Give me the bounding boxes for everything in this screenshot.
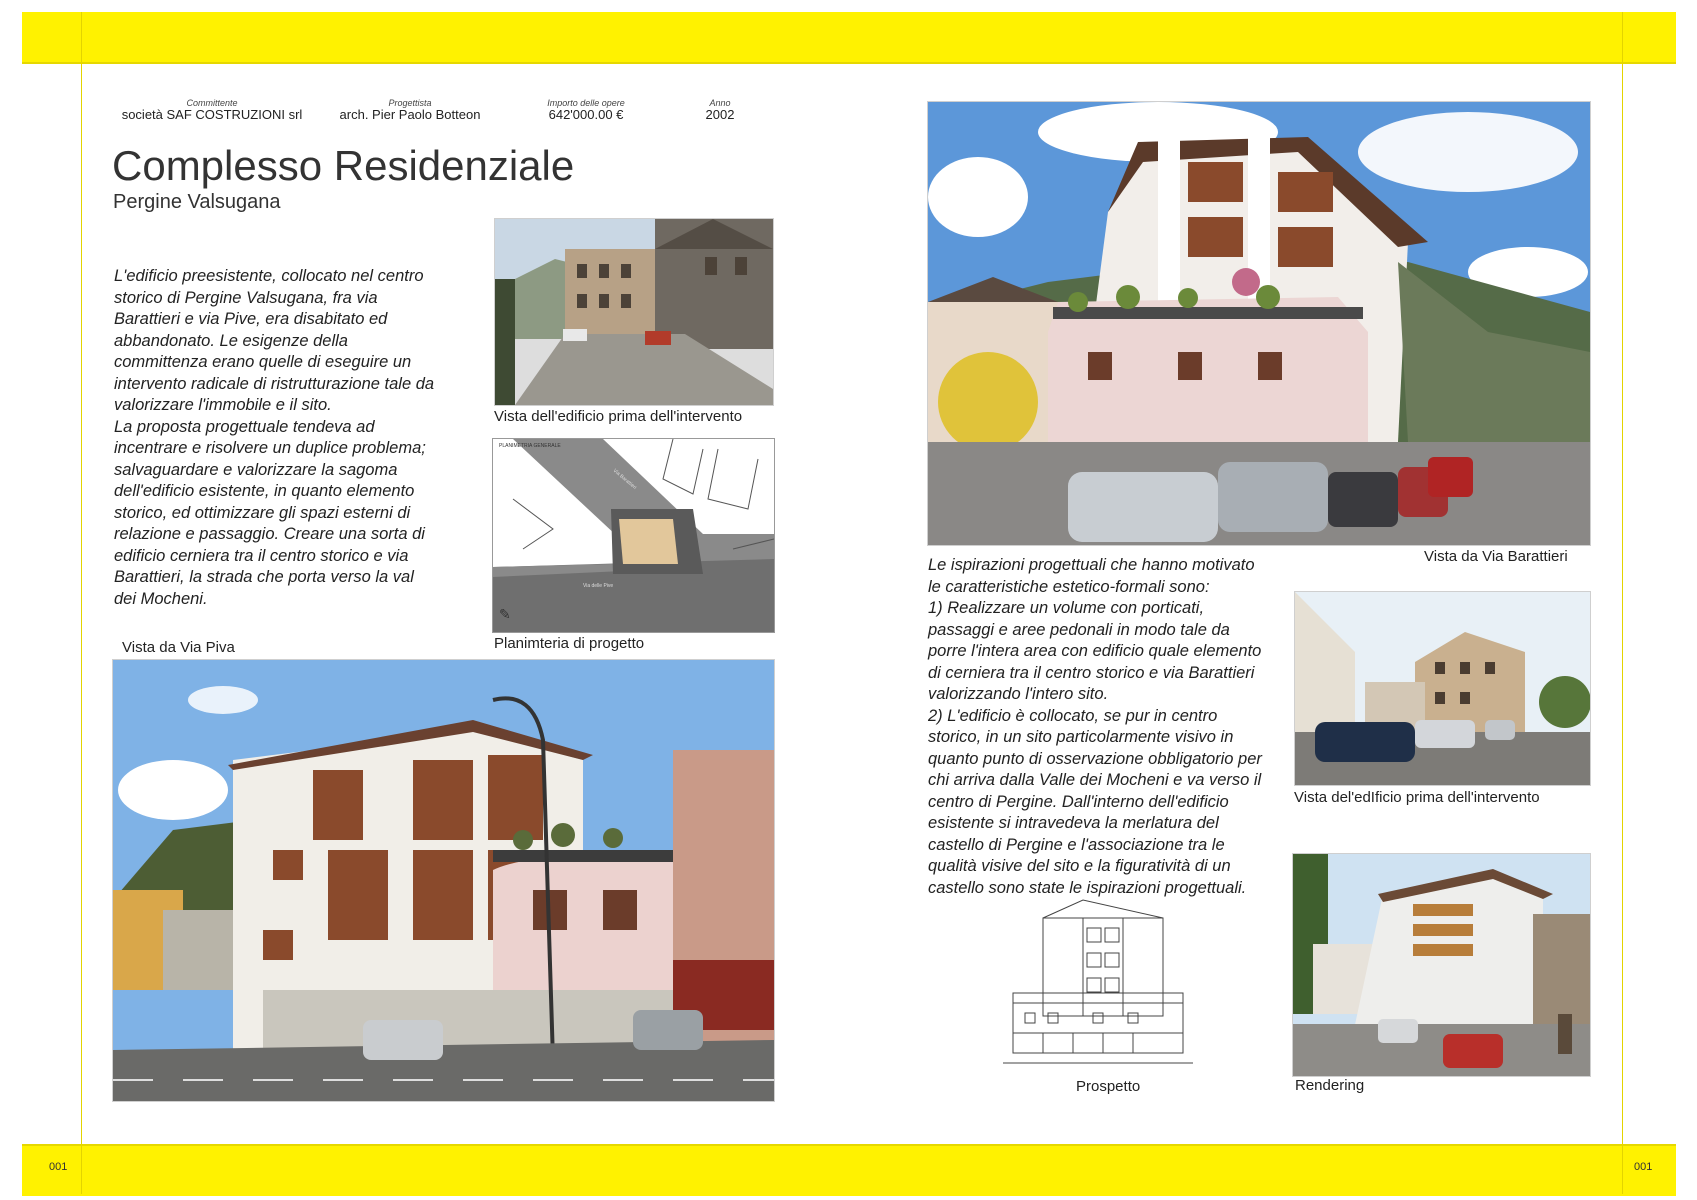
left-margin-line xyxy=(81,12,82,1194)
project-location: Pergine Valsugana xyxy=(113,191,281,213)
footer-band xyxy=(22,1144,1676,1196)
meta-label: Importo delle opere xyxy=(547,98,625,108)
caption-before-intervention-2: Vista del'edIficio prima dell'intervento xyxy=(1294,789,1540,806)
project-title: Complesso Residenziale xyxy=(112,142,575,189)
intro-paragraph: L'edificio preesistente, collocato nel centro storico di Pergine Valsugana, fra via Barattieri e via Pive, era disabitato ed abbandonato. Le esigenze della committenza erano quelle di eseguire un intervento radicale di ristrutturazione tale da valorizzare l'immobile e il sito. La proposta progettuale tendeva ad incentrare e risolvere un duplice problema; salvaguardare e valorizzare la sagoma dell'edificio esistente, in quanto elemento storico, ed ottimizzare gli spazi esterni di relazione e passaggio. Creare una sorta di edificio cerniera tra il centro storico e via Barattieri, la strada che porta verso la val dei Mocheni. xyxy=(114,267,435,608)
page-number-right: 001 xyxy=(1634,1161,1653,1173)
site-plan-drawing xyxy=(492,438,775,633)
meta-progettista xyxy=(330,98,490,122)
meta-value: arch. Pier Paolo Botteon xyxy=(339,107,481,122)
meta-label: Committente xyxy=(186,98,238,108)
meta-importo xyxy=(528,98,644,122)
meta-anno xyxy=(690,98,750,122)
photo-rendering xyxy=(1292,853,1591,1077)
photo-before-intervention xyxy=(494,218,774,406)
caption-rendering: Rendering xyxy=(1295,1077,1365,1094)
meta-label: Anno xyxy=(709,98,731,108)
svg-text:✎: ✎ xyxy=(499,606,511,622)
caption-via-piva: Vista da Via Piva xyxy=(122,639,235,656)
plan-street-label: Via Barattieri xyxy=(611,467,638,491)
plan-title-label: PLANIMETRIA GENERALE xyxy=(499,443,561,449)
inspiration-paragraph: Le ispirazioni progettuali che hanno motivato le caratteristiche estetico-formali sono: 1) Realizzare un volume con porticati, passaggi e aree pedonali in modo tale da porre l'intera area con edificio quale elemento di cerniera tra il centro storico e via Barattieri valorizzando l'intero sito. 2) L'edificio è collocato, se pur in centro storico, in un sito particolarmente visivo in quanto punto di osservazione obbligatorio per chi arriva dalla Valle dei Mocheni e va verso il centro di Pergine. Dall'interno dell'edificio esistente si intravedeva la merlatura del castello di Pergine e l'associazione tra le qualità visive del sito e la figuratività di un castello sono state le ispirazioni progettuali. xyxy=(928,556,1262,897)
plan-street-label: Via delle Pive xyxy=(583,583,614,589)
meta-value: 642'000.00 € xyxy=(548,107,624,122)
caption-prospetto: Prospetto xyxy=(1076,1078,1141,1095)
photo-before-intervention-2 xyxy=(1294,591,1591,786)
page-number-left: 001 xyxy=(49,1161,68,1173)
caption-via-barattieri: Vista da Via Barattieri xyxy=(1424,548,1568,565)
meta-value: società SAF COSTRUZIONI srl xyxy=(121,107,303,122)
caption-site-plan: Planimteria di progetto xyxy=(494,635,645,652)
right-margin-line xyxy=(1622,12,1623,1194)
caption-before-intervention: Vista dell'edificio prima dell'intervento xyxy=(494,408,743,425)
header-band xyxy=(22,12,1676,64)
meta-committente xyxy=(112,98,312,122)
elevation-drawing xyxy=(1003,898,1193,1074)
photo-via-barattieri xyxy=(927,101,1591,546)
meta-label: Progettista xyxy=(388,98,432,108)
meta-value: 2002 xyxy=(705,107,735,122)
photo-via-piva xyxy=(112,659,775,1102)
